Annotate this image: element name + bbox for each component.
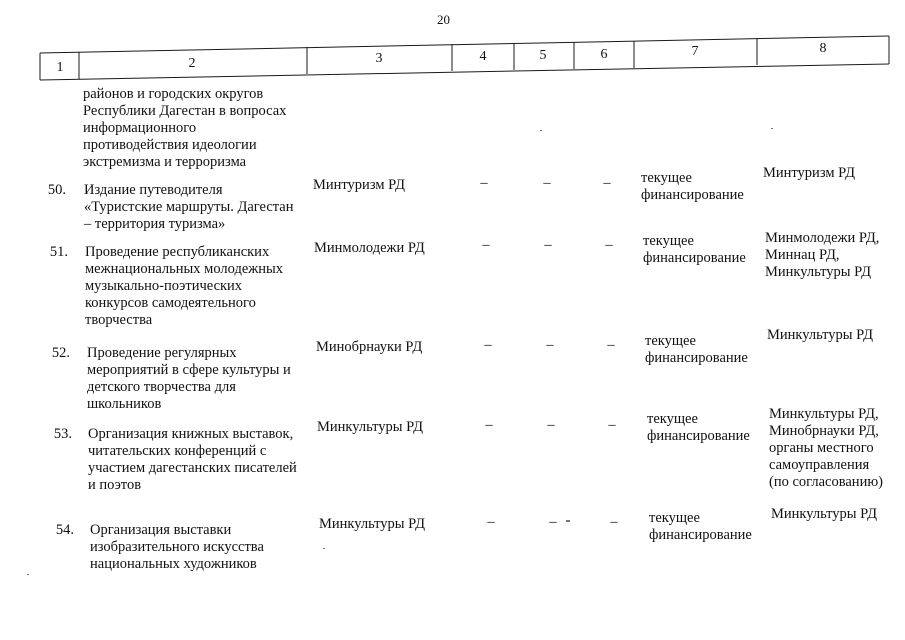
column-header-3: 3	[375, 51, 383, 66]
row-col6: –	[608, 417, 616, 433]
row-coexecutors: Минтуризм РД	[763, 165, 856, 181]
row-col4: –	[480, 175, 488, 191]
row-executor: Минкультуры РД	[317, 419, 424, 435]
row-coexecutors: Минкультуры РД	[767, 327, 874, 343]
row-col4: –	[482, 237, 490, 253]
row-activity-name: Издание путеводителя «Туристские маршруты. Дагестан – территория туризма»	[84, 182, 294, 232]
row-activity-name: Проведение республиканских межнациональных молодежных музыкально-поэтических конкурсов самодеятельного творчества	[85, 244, 284, 328]
column-header-5: 5	[539, 48, 547, 63]
table-header-grid	[0, 0, 905, 100]
header-bottom-rule	[40, 64, 889, 80]
row-coexecutors: Минкультуры РД, Минобрнауки РД, органы местного самоуправления (по согласованию)	[769, 406, 883, 490]
scan-speck	[566, 520, 570, 522]
row-financing: текущее финансирование	[641, 170, 744, 203]
row-financing: текущее финансирование	[645, 333, 748, 366]
row-col5: –	[544, 237, 552, 253]
row-executor: Минкультуры РД	[319, 516, 426, 532]
row-number: 54.	[55, 522, 74, 538]
column-header-8: 8	[819, 41, 827, 56]
row-col5: –	[549, 514, 557, 530]
column-header-6: 6	[600, 47, 608, 62]
row-col6: –	[603, 175, 611, 191]
row-activity-name: Проведение регулярных мероприятий в сфере культуры и детского творчества для школьников	[87, 345, 291, 412]
header-top-rule	[40, 36, 889, 53]
row-number: 51.	[49, 244, 68, 260]
row-activity-name: Организация выставки изобразительного искусства национальных художников	[90, 522, 264, 572]
row-financing: текущее финансирование	[643, 233, 746, 266]
row-activity-name: Организация книжных выставок, читательских конференций с участием дагестанских писателей и поэтов	[88, 426, 297, 493]
row-coexecutors: Минмолодежи РД, Миннац РД, Минкультуры РД	[765, 230, 880, 280]
row-col6: –	[610, 514, 618, 530]
row-col4: –	[485, 417, 493, 433]
column-header-4: 4	[479, 49, 487, 64]
row-financing: текущее финансирование	[647, 411, 750, 444]
row-number: 53.	[53, 426, 72, 442]
scan-speck	[771, 128, 773, 129]
row-col5: –	[546, 337, 554, 353]
row-col4: –	[484, 337, 492, 353]
column-header-2: 2	[188, 56, 196, 71]
row-col5: –	[543, 175, 551, 191]
row-executor: Минобрнауки РД	[316, 339, 423, 355]
row-financing: текущее финансирование	[649, 510, 752, 543]
row-executor: Минмолодежи РД	[314, 240, 425, 256]
row-col5: –	[547, 417, 555, 433]
scan-speck	[27, 574, 29, 575]
row-col4: –	[487, 514, 495, 530]
column-header-1: 1	[56, 60, 64, 75]
page-number: 20	[437, 12, 450, 27]
column-header-7: 7	[691, 44, 699, 59]
row-number: 52.	[51, 345, 70, 361]
row-number: 50.	[47, 182, 66, 198]
row-col6: –	[605, 237, 613, 253]
row-coexecutors: Минкультуры РД	[771, 506, 878, 522]
scan-speck	[323, 548, 325, 549]
scan-speck	[540, 130, 542, 131]
row-executor: Минтуризм РД	[313, 177, 406, 193]
continuation-name: районов и городских округов Республики Дагестан в вопросах информационного противодействия идеологии экстремизма и терроризма	[83, 86, 287, 170]
row-col6: –	[607, 337, 615, 353]
